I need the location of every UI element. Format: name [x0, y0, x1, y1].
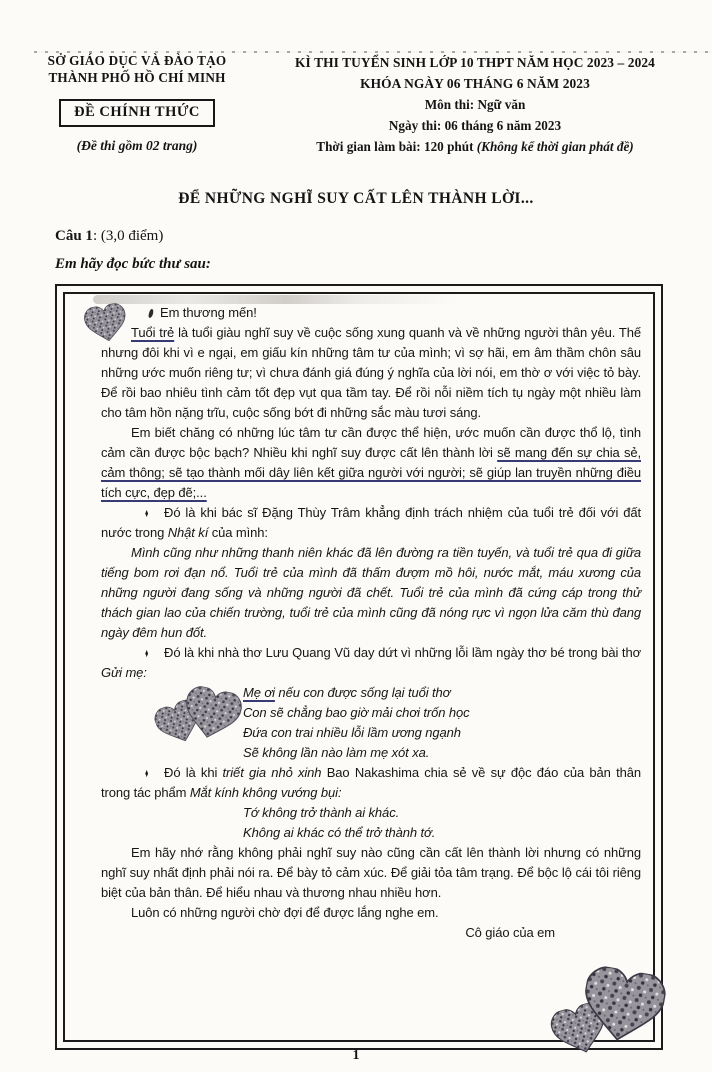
letter-paragraph-4: Luôn có những người chờ đợi để được lắng nghe em. [131, 905, 439, 920]
duration-text: Thời gian làm bài: 120 phút [316, 139, 477, 154]
letter-paragraph-2 [101, 423, 641, 503]
underlined-phrase: Tuổi trẻ [131, 325, 175, 340]
letter-salutation: Em thương mến! [160, 305, 257, 320]
poem-line-4: Sẽ không lần nào làm mẹ xót xa. [243, 745, 430, 760]
quote-line-2: Không ai khác có thể trở thành tớ. [243, 825, 436, 840]
duration-line [252, 136, 698, 157]
authority-line2: THÀNH PHỐ HỒ CHÍ MINH [48, 70, 226, 85]
bullet-icon: ♦ [144, 646, 149, 660]
work-title: Gửi mẹ: [101, 665, 147, 680]
letter-frame [55, 284, 663, 1050]
poem-line-1 [243, 683, 641, 703]
question-label: Câu 1 [55, 228, 93, 244]
exam-info-block [248, 52, 698, 157]
essay-theme-title: ĐỂ NHỮNG NGHĨ SUY CẤT LÊN THÀNH LỜI... [178, 190, 534, 207]
poem-text: nếu con được sống lại tuổi thơ [274, 685, 451, 700]
bullet-icon: ♦ [144, 766, 149, 780]
pen-mark-icon [148, 309, 154, 319]
hearts-stamp-group [157, 687, 253, 759]
letter-paragraph-3: Em hãy nhớ rằng không phải nghĩ suy nào cũng cần cất lên thành lời nhưng có những nghĩ suy nhất định phải nói ra. Để bày tỏ cảm xúc. Để giải tỏa tâm trạng. Để bộc lộ cái tôi riêng biệt của bản thân. Để hiểu nhau và thương nhau nhiều hơn. [101, 845, 641, 900]
paragraph-text: Bao Nakashima chia sẻ về sự độc đáo của bản thân trong tác phẩm [101, 765, 641, 800]
page-number: 1 [352, 1048, 360, 1063]
page-count-note: (Đề thi gồm 02 trang) [76, 138, 198, 153]
paragraph-text: Em biết chăng có những lúc tâm tư cần được thể hiện, ước muốn cần được thổ lộ, tình cảm cần được bộc bạch? Nhiều khi nghĩ suy được cất lên thành lời [101, 425, 641, 460]
quote-nakashima [243, 803, 641, 843]
underlined-phrase: sẽ mang đến sự chia sẻ, cảm thông; sẽ tạo thành mối dây liên kết giữa người với người; sẽ giúp lan truyền những điều tích cực, đẹp đẽ;... [101, 445, 641, 500]
bullet-icon: ♦ [144, 506, 149, 520]
emphasized-phrase: triết gia nhỏ xinh [222, 765, 322, 780]
work-title: Nhật kí [167, 525, 209, 540]
question-instruction: Em hãy đọc bức thư sau: [55, 256, 211, 272]
letter-bullet-1 [101, 503, 641, 543]
paragraph-text: của mình: [208, 525, 268, 540]
paragraph-text: là tuổi giàu nghĩ suy về cuộc sống xung quanh và về những người thân yêu. Thế nhưng đôi khi vì e ngại, em giấu kín những tâm tư của mình; vì sợ hãi, em âm thầm chôn sâu những ước muốn riêng tư; vì chưa đánh giá đúng ý nghĩa của lời nói, em thờ ơ với việc tỏ bày. Để rồi bao nhiêu tình cảm tốt đẹp vụt qua tầm tay. Để rồi nỗi niềm tích tụ ngày một nhiều làm cho tâm hồn nặng trĩu, cuộc sống bớt đi những sắc màu tươi sáng. [101, 325, 641, 420]
paragraph-text: Đó là khi bác sĩ Đặng Thùy Trâm khẳng định trách nhiệm của tuổi trẻ đối với đất nước trong [101, 505, 641, 540]
exam-date-line: Ngày thi: 06 tháng 6 năm 2023 [388, 118, 562, 133]
exam-session-line: KHÓA NGÀY 06 THÁNG 6 NĂM 2023 [360, 76, 590, 91]
poem-line-3: Đứa con trai nhiều lỗi lầm ương ngạnh [243, 725, 461, 740]
poem-line-2: Con sẽ chẳng bao giờ mải chơi trốn học [243, 705, 470, 720]
letter-paragraph-1 [101, 323, 641, 423]
duration-note: (Không kể thời gian phát đề) [476, 139, 634, 154]
question-1-heading [55, 228, 163, 245]
subject-line: Môn thi: Ngữ văn [424, 97, 526, 112]
letter-bullet-2 [101, 643, 641, 683]
hearts-stamp-group [553, 970, 667, 1064]
letter-signature: Cô giáo của em [465, 925, 555, 940]
question-points: : (3,0 điểm) [92, 228, 164, 244]
authority-line1: SỞ GIÁO DỤC VÀ ĐÀO TẠO [47, 53, 227, 68]
exam-header [26, 52, 698, 157]
letter-body [63, 292, 655, 1042]
letter-salutation-line [101, 303, 641, 323]
work-title: Mắt kính không vướng bụi: [189, 785, 342, 800]
exam-title-line: KÌ THI TUYỂN SINH LỚP 10 THPT NĂM HỌC 2023 – 2024 [295, 55, 655, 70]
poem-gui-me [243, 683, 641, 763]
paragraph-text: Đó là khi nhà thơ Lưu Quang Vũ day dứt vì những lỗi lầm ngày thơ bé trong bài thơ [164, 645, 641, 660]
issuing-authority-block [26, 52, 248, 157]
quote-line-1: Tớ không trở thành ai khác. [243, 805, 400, 820]
quote-dang-thuy-tram: Mình cũng như những thanh niên khác đã lên đường ra tiền tuyến, và tuổi trẻ qua đi giữa tiếng bom rơi đạn nổ. Tuổi trẻ của mình đã thấm đượm mồ hôi, nước mắt, máu xương của những người đang sống và những người đã chết. Tuổi trẻ của mình đã cứng cáp trong thử thách gian lao của chiến trường, tuổi trẻ của mình cũng đã nóng rực vì ngọn lửa căm thù đang ngày đêm hun đốt. [101, 545, 641, 640]
letter-bullet-3 [101, 763, 641, 803]
heart-stamp-icon [577, 964, 668, 1049]
paragraph-text: Đó là khi [164, 765, 223, 780]
underlined-phrase: Mẹ ơi [243, 685, 275, 700]
official-exam-stamp: ĐỀ CHÍNH THỨC [59, 99, 215, 127]
